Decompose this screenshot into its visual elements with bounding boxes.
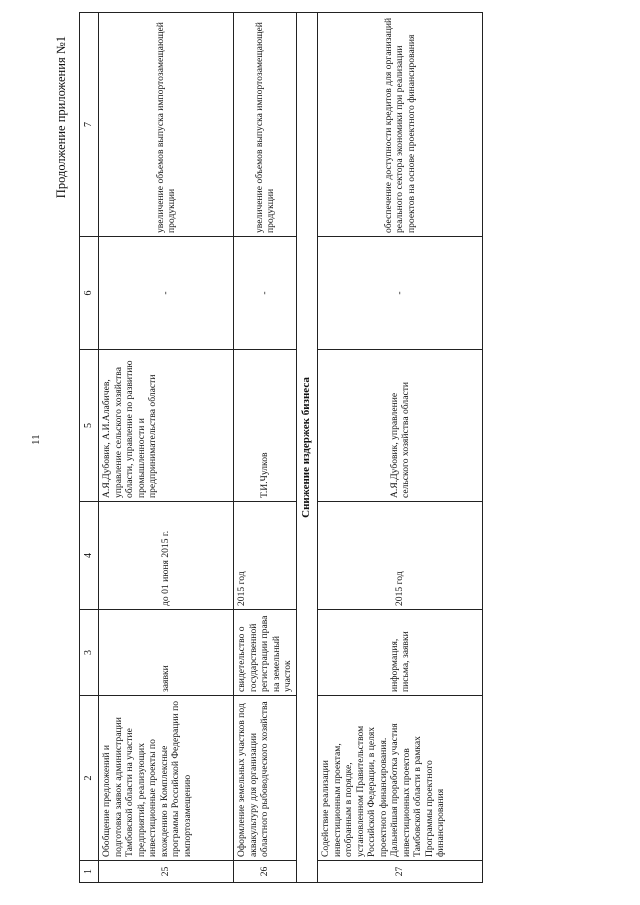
responsible-cell: Т.И.Чулков (234, 350, 297, 502)
row-number: 26 (234, 861, 297, 883)
page-number: 11 (30, 434, 42, 445)
row-number: 25 (99, 861, 234, 883)
column-number: 6 (80, 237, 99, 350)
column-number-row (80, 13, 99, 883)
column-number: 7 (80, 13, 99, 237)
result-cell: увеличение объемов выпуска импортозамещающей продукции (99, 13, 234, 237)
document-cell: заявки (99, 610, 234, 696)
result-cell: обеспечение доступности кредитов для организаций реального сектора экономики при реализации проектов на основе проектного финансирования (318, 13, 483, 237)
result-cell: увеличение объемов выпуска импортозамещающей продукции (234, 13, 297, 237)
row-number: 27 (318, 861, 483, 883)
measure-cell: Содействие реализации инвестиционным проектам, отобранным в порядке, установленном Правительством Российской Федерации, в целях проектного финансирования. Дальнейшая проработка участия инвестиционных проектов Тамбовской области в рамках Программы проектного финансирования (318, 696, 483, 861)
responsible-cell: А.Я.Дубовик, А.И.Алабичев, управление сельского хозяйства области, управление по развитию промышленности и предпринимательства области (99, 350, 234, 502)
section-header-row (297, 13, 318, 883)
indicator-cell: - (99, 237, 234, 350)
deadline-cell: 2015 год (234, 502, 297, 610)
document-cell: свидетельство о государственной регистрации права на земельный участок (234, 610, 297, 696)
section-title: Снижение издержек бизнеса (297, 13, 318, 883)
deadline-cell: до 01 июня 2015 г. (99, 502, 234, 610)
indicator-cell: - (234, 237, 297, 350)
column-number: 3 (80, 610, 99, 696)
table-row (318, 13, 483, 883)
column-number: 5 (80, 350, 99, 502)
indicator-cell: - (318, 237, 483, 350)
deadline-cell: 2015 год (318, 502, 483, 610)
column-number: 1 (80, 861, 99, 883)
table-row (234, 13, 297, 883)
document-cell: информация, письма, заявки (318, 610, 483, 696)
measure-cell: Оформление земельных участков под аквакультуру для организации областного рыбоводческого хозяйства (234, 696, 297, 861)
appendix-caption: Продолжение приложения №1 (54, 36, 68, 199)
measures-table (79, 12, 483, 883)
measure-cell: Обобщение предложений и подготовка заявок администрации Тамбовской области на участие предприятий, реализующих инвестиционные проекты по вхождению в Комплексные программы Российской Федерации по импортозамещению (99, 696, 234, 861)
responsible-cell: А.Я.Дубовик, управление сельского хозяйства области (318, 350, 483, 502)
column-number: 2 (80, 696, 99, 861)
table-row (99, 13, 234, 883)
column-number: 4 (80, 502, 99, 610)
